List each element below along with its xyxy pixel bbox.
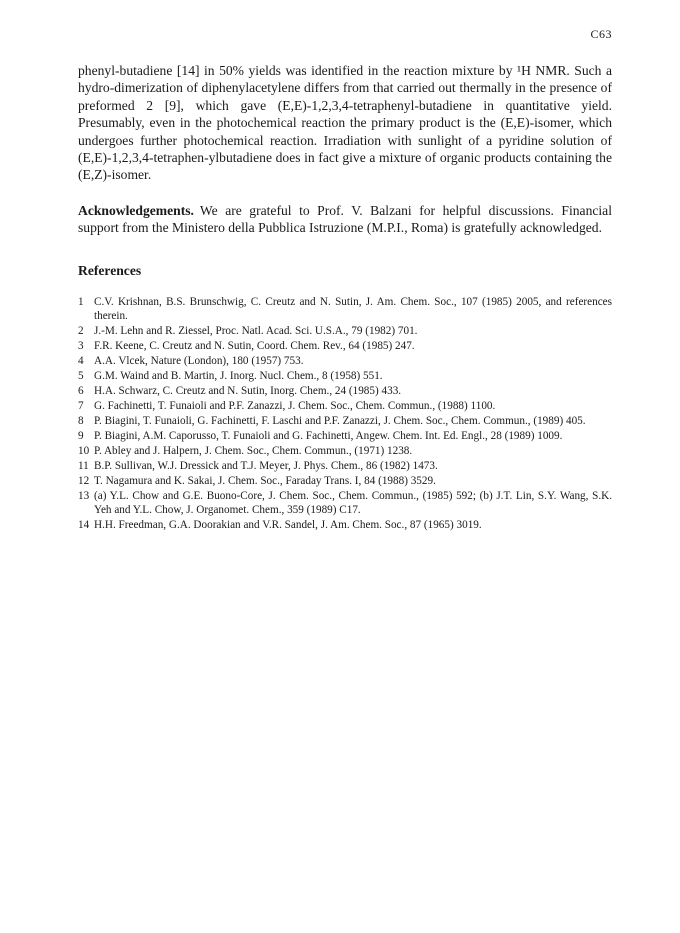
reference-item xyxy=(78,295,612,324)
reference-text: P. Biagini, T. Funaioli, G. Fachinetti, F. Laschi and P.F. Zanazzi, J. Chem. Soc., Chem. Commun., (1989) 405. xyxy=(94,415,586,428)
reference-number: 10 xyxy=(78,445,90,458)
reference-text: H.A. Schwarz, C. Creutz and N. Sutin, Inorg. Chem., 24 (1985) 433. xyxy=(94,385,402,398)
reference-number: 4 xyxy=(78,355,84,368)
reference-number: 1 xyxy=(78,295,84,308)
references-list xyxy=(78,295,612,533)
acknowledgements-text: We are grateful to Prof. V. Balzani for helpful discussions. Financial support from the Ministero della Pubblica Istruzione (M.P.I., Roma) is gratefully acknowledged. xyxy=(78,202,612,236)
reference-number: 3 xyxy=(78,340,84,353)
reference-text: B.P. Sullivan, W.J. Dressick and T.J. Meyer, J. Phys. Chem., 86 (1982) 1473. xyxy=(94,460,438,473)
page-content xyxy=(78,62,612,533)
reference-item xyxy=(78,459,612,473)
reference-number: 5 xyxy=(78,370,84,383)
reference-text: G.M. Waind and B. Martin, J. Inorg. Nucl. Chem., 8 (1958) 551. xyxy=(94,370,383,383)
reference-text: T. Nagamura and K. Sakai, J. Chem. Soc., Faraday Trans. I, 84 (1988) 3529. xyxy=(94,475,436,488)
reference-number: 7 xyxy=(78,400,84,413)
reference-item xyxy=(78,474,612,488)
reference-text: P. Biagini, A.M. Caporusso, T. Funaioli and G. Fachinetti, Angew. Chem. Int. Ed. Engl., 28 (1989) 1009. xyxy=(94,430,563,443)
reference-item xyxy=(78,399,612,413)
reference-item xyxy=(78,369,612,383)
body-paragraph: phenyl-butadiene [14] in 50% yields was identified in the reaction mixture by ¹H NMR. Such a hydro-dimerization of diphenylacetylene differs from that carried out thermally in the presence of preformed 2 [9], which gave (E,E)-1,2,3,4-tetraphenyl-butadiene in quantitative yield. Presumably, even in the photochemical reaction the primary product is the (E,E)-isomer, which undergoes further photochemical reaction. Irradiation with sunlight of a pyridine solution of (E,E)-1,2,3,4-tetraphen-ylbutadiene does in fact give a mixture of organic products containing the (E,Z)-isomer. xyxy=(78,63,612,183)
reference-item xyxy=(78,384,612,398)
reference-text: (a) Y.L. Chow and G.E. Buono-Core, J. Chem. Soc., Chem. Commun., (1985) 592; (b) J.T. Lin, S.Y. Wang, S.K. Yeh and Y.L. Chow, J. Organomet. Chem., 359 (1989) C17. xyxy=(94,490,612,517)
reference-item xyxy=(78,354,612,368)
reference-item xyxy=(78,324,612,338)
reference-text: H.H. Freedman, G.A. Doorakian and V.R. Sandel, J. Am. Chem. Soc., 87 (1965) 3019. xyxy=(94,519,482,532)
reference-item xyxy=(78,414,612,428)
reference-item xyxy=(78,518,612,532)
reference-text: J.-M. Lehn and R. Ziessel, Proc. Natl. Acad. Sci. U.S.A., 79 (1982) 701. xyxy=(94,325,418,338)
reference-text: G. Fachinetti, T. Funaioli and P.F. Zanazzi, J. Chem. Soc., Chem. Commun., (1988) 1100. xyxy=(94,400,496,413)
reference-text: P. Abley and J. Halpern, J. Chem. Soc., Chem. Commun., (1971) 1238. xyxy=(94,445,413,458)
reference-number: 2 xyxy=(78,325,84,338)
reference-text: A.A. Vlcek, Nature (London), 180 (1957) 753. xyxy=(94,355,304,368)
reference-text: C.V. Krishnan, B.S. Brunschwig, C. Creutz and N. Sutin, J. Am. Chem. Soc., 107 (1985) 2005, and references therein. xyxy=(94,295,612,323)
reference-item xyxy=(78,444,612,458)
references-heading: References xyxy=(78,262,142,278)
reference-number: 11 xyxy=(78,460,89,473)
reference-text: F.R. Keene, C. Creutz and N. Sutin, Coord. Chem. Rev., 64 (1985) 247. xyxy=(94,340,415,353)
reference-number: 12 xyxy=(78,475,90,488)
reference-item xyxy=(78,489,612,518)
reference-number: 8 xyxy=(78,415,84,428)
page-number: C63 xyxy=(590,27,612,41)
acknowledgements-paragraph xyxy=(78,202,612,237)
reference-number: 14 xyxy=(78,519,90,532)
acknowledgements-heading: Acknowledgements. xyxy=(78,202,194,218)
reference-item xyxy=(78,429,612,443)
reference-item xyxy=(78,339,612,353)
reference-number: 13 xyxy=(78,490,90,503)
reference-number: 6 xyxy=(78,385,84,398)
reference-number: 9 xyxy=(78,430,84,443)
